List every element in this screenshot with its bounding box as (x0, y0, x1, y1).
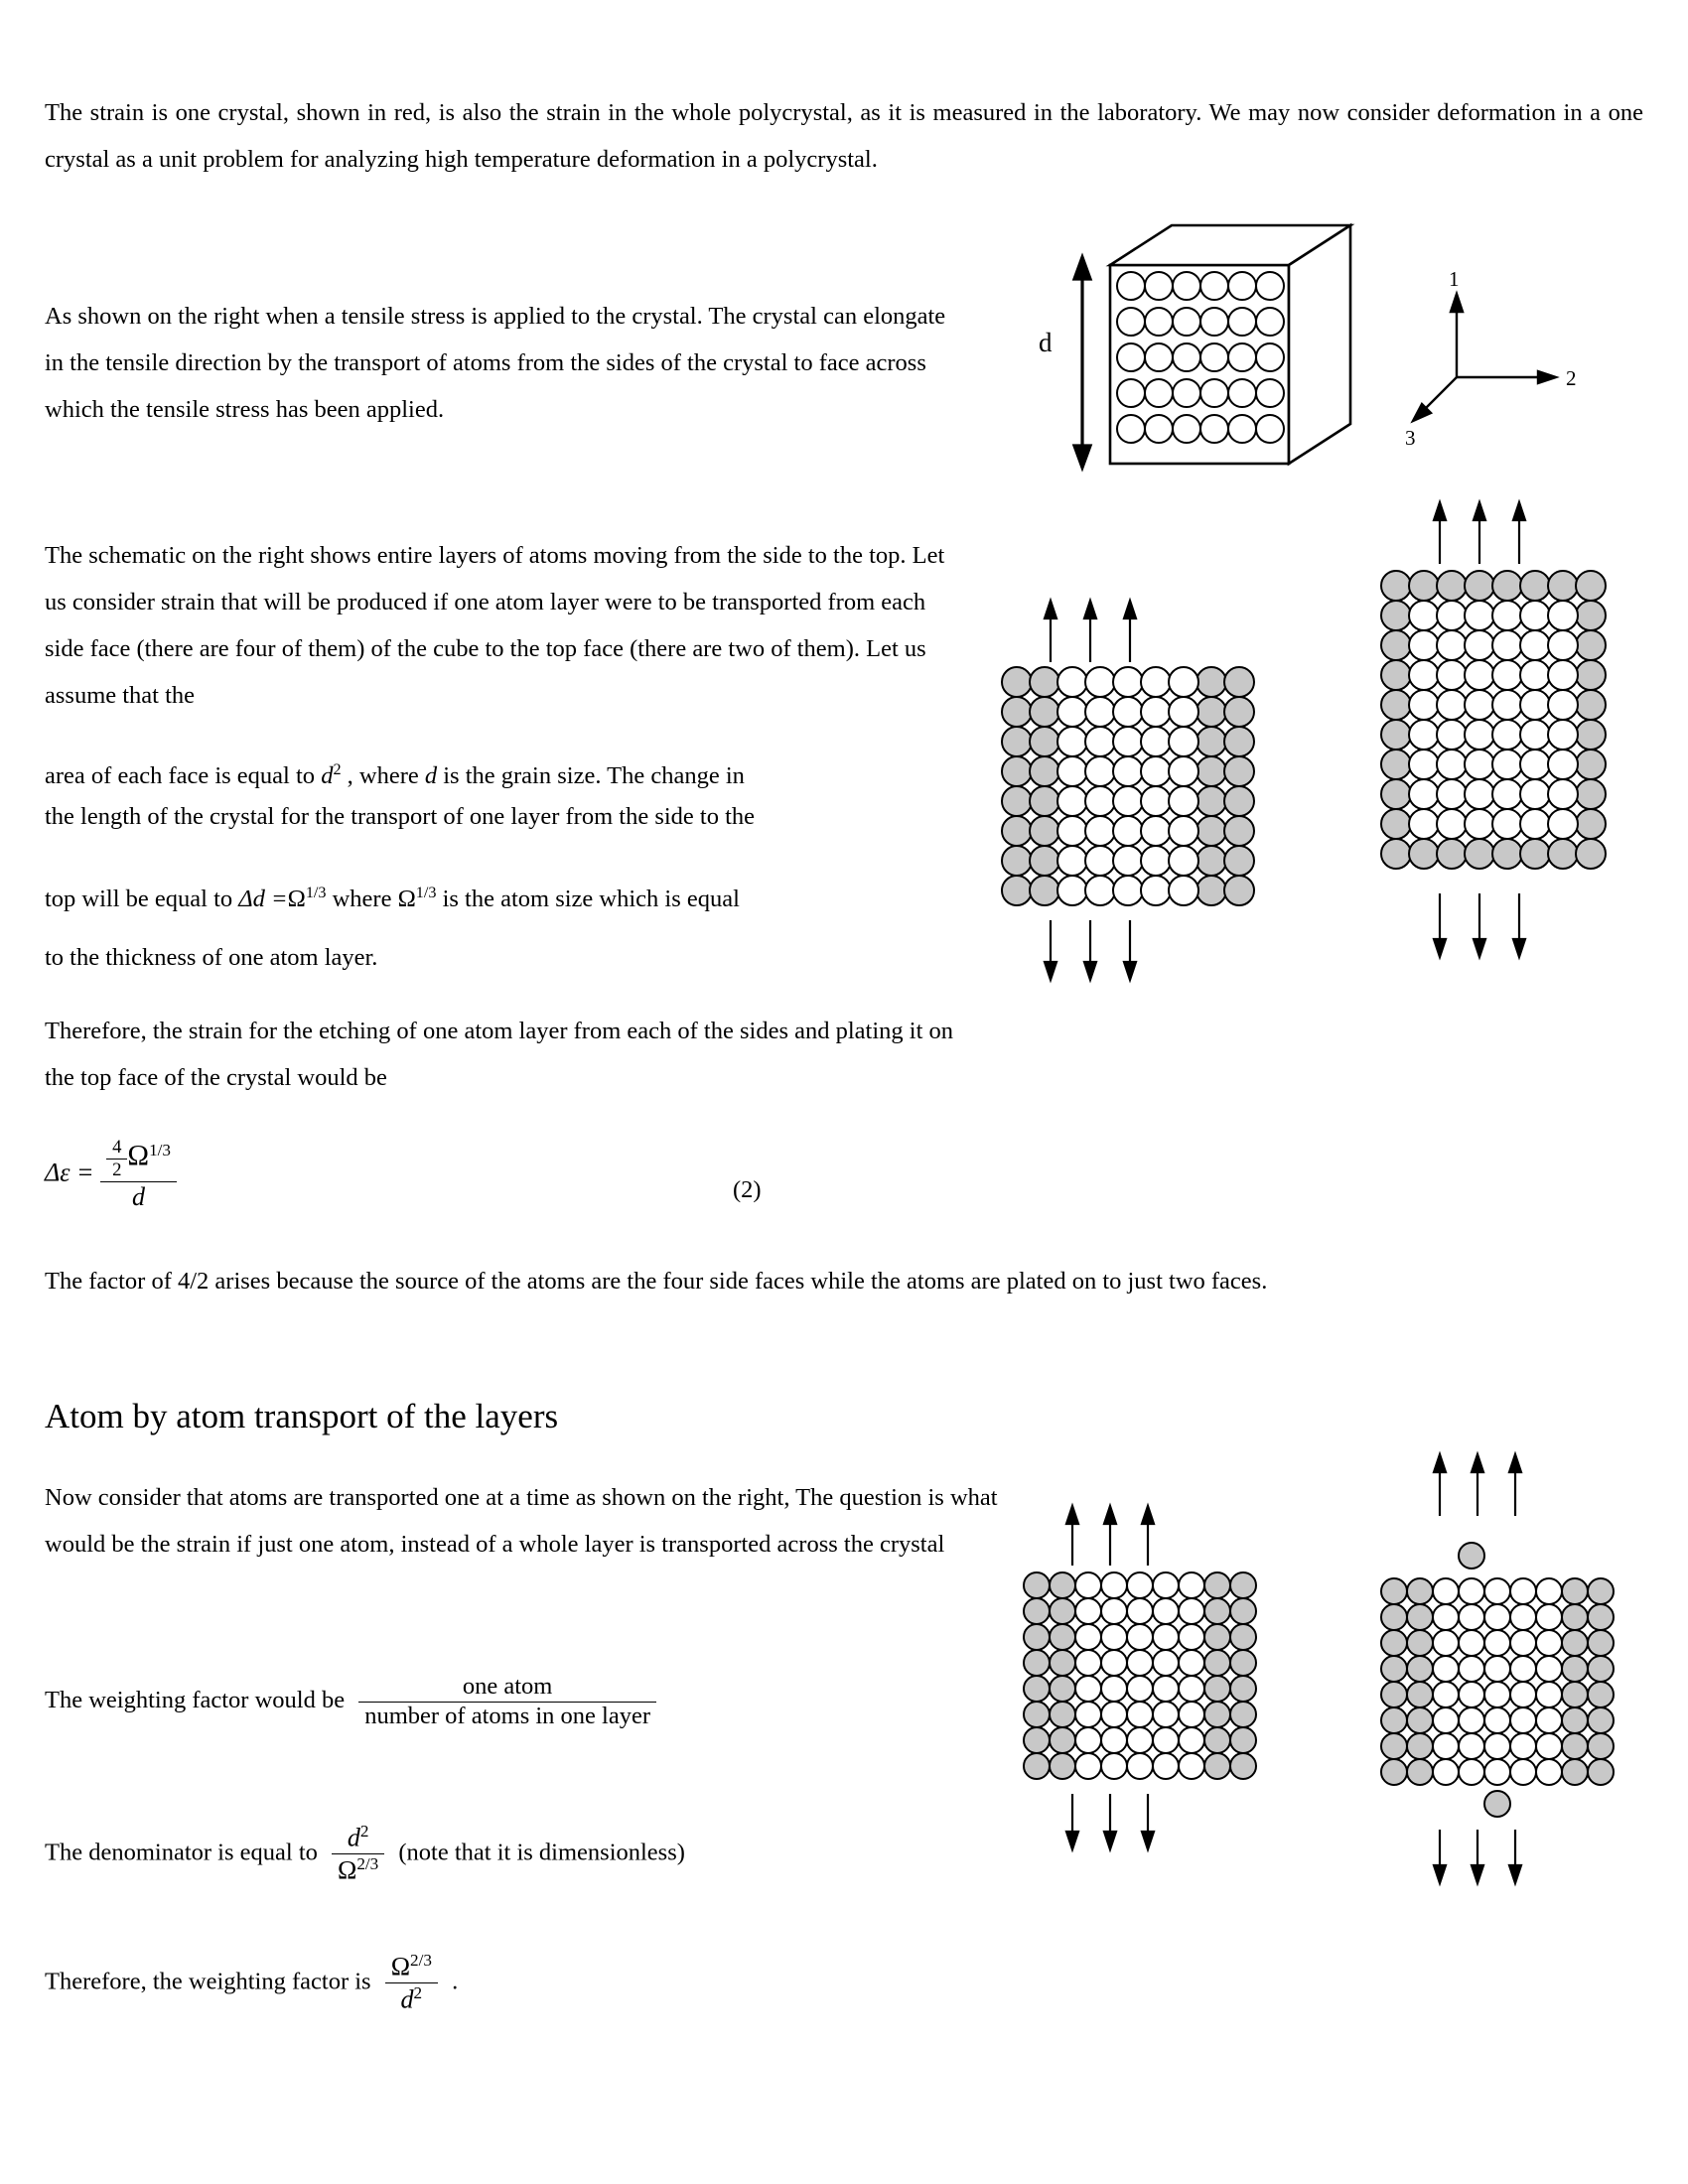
paragraph-therefore-strain: Therefore, the strain for the etching of one atom layer from each of the sides and plating it on the top face of the crystal would be (45, 1018, 954, 1091)
paragraph-schematic-part2 (45, 747, 998, 799)
paragraph-tensile: As shown on the right when a tensile stress is applied to the crystal. The crystal can elongate in the tensile direction by the transport of atoms from the sides of the crystal to face across which the tensile stress has been applied. (45, 303, 946, 423)
paragraph-schematic-part3: the length of the crystal for the transport of one layer from the side to the (45, 803, 756, 830)
schematic-text-a: area of each face is equal to (45, 762, 316, 790)
schematic-text-b: , where (347, 762, 419, 790)
weighting-factor-line (45, 1673, 938, 1731)
denominator-line (45, 1822, 988, 1887)
layer-after-up-arrows (1434, 502, 1525, 564)
axis-label-3: 3 (1405, 426, 1416, 450)
layer-after-atom-grid (1381, 571, 1606, 869)
equation-2-denominator: d (100, 1181, 177, 1213)
atom-after-up-arrows (1434, 1454, 1521, 1516)
schematic-text-f: is the atom size which is equal (442, 886, 740, 913)
weighting-prefix: The weighting factor would be (45, 1687, 346, 1714)
axis-2-arrowhead (1538, 371, 1556, 383)
denominator-fraction (332, 1822, 384, 1887)
figure-axis-triad (1405, 267, 1604, 450)
therefore-weighting-prefix: Therefore, the weighting factor is (45, 1968, 371, 1995)
weighting-fraction (358, 1673, 656, 1731)
schematic-text-e: where (332, 886, 392, 913)
layer-before-down-arrows (1045, 920, 1136, 980)
figure-atom-before (1023, 1494, 1301, 1891)
denominator-prefix: The denominator is equal to (45, 1839, 318, 1866)
transported-atom-top (1459, 1543, 1484, 1569)
denominator-numerator: $d^2$ (347, 1822, 369, 1852)
layer-before-up-arrows (1045, 601, 1136, 662)
layer-after-down-arrows (1434, 893, 1525, 957)
therefore-weighting-line (45, 1951, 938, 2016)
weighting-denominator: number of atoms in one layer (358, 1702, 656, 1731)
axis-1-arrowhead (1451, 294, 1463, 312)
atom-after-down-arrows (1434, 1830, 1521, 1883)
math-d: d (424, 762, 438, 790)
heading-atom-by-atom: Atom by atom transport of the layers (45, 1397, 559, 1435)
crystal-right-face (1289, 225, 1350, 464)
d-dimension-label: d (1039, 328, 1053, 357)
equation-2-lhs: Δε = (45, 1158, 94, 1187)
therefore-numerator: $\Omega^{2/3}$ (390, 1951, 432, 1981)
math-omega-one-third: $\Omega^{1/3}$ (397, 885, 437, 913)
paragraph-factor: The factor of 4/2 arises because the source of the atoms are the four side faces while the atoms are plated on to just two faces. (45, 1268, 1268, 1295)
paragraph-intro: The strain is one crystal, shown in red, is also the strain in the whole polycrystal, as it is measured in the laboratory. We may now consider deformation in a one crystal as a unit problem for analyzing high temperature deformation in a polycrystal. (45, 99, 1643, 173)
paragraph-schematic-part1: The schematic on the right shows entire layers of atoms moving from the side to the top. Let us consider strain that will be produced if one atom layer were to be transported from each side face (there are four of them) of the cube to the top face (there are two of them). Let us assume that the (45, 542, 945, 709)
d-dimension-arrow (1074, 257, 1090, 468)
denominator-denominator: $\Omega^{2/3}$ (332, 1853, 384, 1886)
schematic-text-d: top will be equal to (45, 886, 233, 913)
equation-2 (45, 1137, 740, 1213)
equation-2-fraction (100, 1137, 177, 1213)
schematic-text-c: is the grain size. The change in (443, 762, 745, 790)
therefore-period: . (452, 1968, 459, 1995)
atom-before-atom-grid (1024, 1572, 1256, 1779)
paragraph-schematic-part5: to the thickness of one atom layer. (45, 944, 378, 971)
math-d-squared: $d^2$ (321, 761, 342, 790)
equation-2-numerator (100, 1137, 177, 1181)
figure-layer-before (1001, 591, 1289, 998)
atom-before-up-arrows (1066, 1506, 1154, 1566)
axis-label-1: 1 (1449, 267, 1460, 291)
weighting-numerator: one atom (462, 1673, 553, 1700)
therefore-denominator: $d^2$ (385, 1982, 438, 2015)
axis-label-2: 2 (1566, 366, 1577, 390)
denominator-suffix: (note that it is dimensionless) (398, 1839, 685, 1866)
figure-crystal-box (1033, 223, 1410, 481)
atom-before-down-arrows (1066, 1794, 1154, 1849)
omega-symbol: Ω (127, 1140, 150, 1172)
math-delta-d-equals: $\Delta d =\Omega^{1/3}$ (238, 885, 327, 913)
layer-before-atom-grid (1002, 667, 1254, 905)
transported-atom-bottom (1484, 1791, 1510, 1817)
omega-exponent: 1/3 (149, 1140, 171, 1160)
paragraph-schematic-part4 (45, 870, 998, 922)
paragraph-atom-by-atom: Now consider that atoms are transported one at a time as shown on the right, The question is what would be the strain if just one atom, instead of a whole layer is transported across the crystal (45, 1484, 998, 1558)
axis-3-line (1423, 377, 1457, 411)
therefore-weighting-fraction (385, 1951, 438, 2016)
figure-atom-after (1380, 1444, 1658, 1901)
figure-layer-after (1380, 496, 1638, 1092)
equation-2-number: (2) (733, 1176, 762, 1203)
equation-2-coefficient: $\frac{4}{2}$ (106, 1137, 127, 1181)
atom-after-atom-grid (1381, 1578, 1614, 1785)
